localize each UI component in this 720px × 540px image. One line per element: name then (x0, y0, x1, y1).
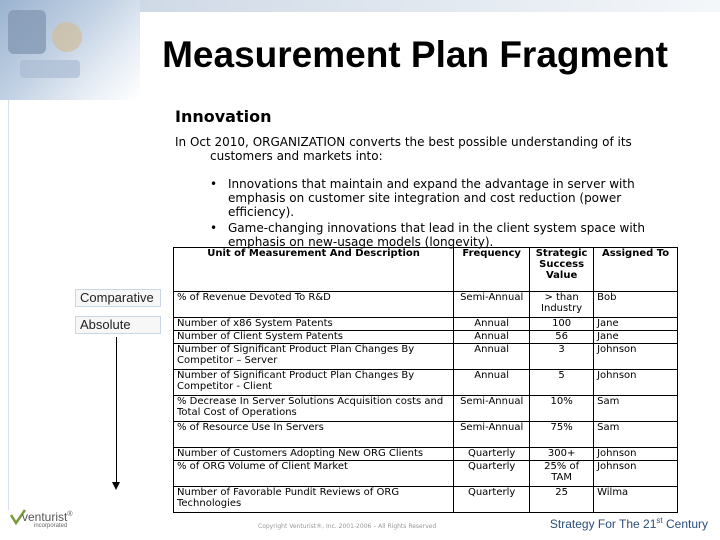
doc-intro (175, 135, 675, 163)
table-row: % of Resource Use In Servers Semi-Annual 75% Sam (174, 422, 678, 448)
corner-decoration-image (0, 0, 140, 100)
bullet-dot-icon: • (210, 221, 218, 235)
top-decoration-band (140, 0, 720, 12)
table-header-row (174, 248, 678, 292)
intro-line-1: In Oct 2010, ORGANIZATION converts the best possible understanding of its (175, 135, 632, 149)
document-excerpt (170, 101, 680, 511)
bullet-dot-icon: • (210, 177, 218, 191)
copyright-text: Copyright Venturist®, Inc. 2001-2006 – All Rights Reserved (258, 523, 437, 530)
slide-title: Measurement Plan Fragment (162, 34, 668, 75)
table-row: Number of Significant Product Plan Changes By Competitor – Server Annual 3 Johnson (174, 344, 678, 370)
comparative-label: Comparative (75, 289, 161, 307)
table-row: Number of Customers Adopting New ORG Clients Quarterly 300+ Johnson (174, 448, 678, 461)
intro-line-2: customers and markets into: (210, 149, 383, 163)
table-row: % of Revenue Devoted To R&D Semi-Annual > than Industry Bob (174, 292, 678, 318)
arrow-down-icon (112, 482, 120, 490)
measurement-table (173, 247, 678, 513)
scale-arrow-line (116, 337, 117, 487)
table-row: % of ORG Volume of Client Market Quarterly 25% of TAM Johnson (174, 461, 678, 487)
side-divider (8, 100, 9, 510)
table-row: Number of Favorable Pundit Reviews of ORG Technologies Quarterly 25 Wilma (174, 487, 678, 513)
footer-tagline: Strategy For The 21st Century (549, 516, 708, 531)
doc-heading: Innovation (175, 107, 272, 126)
bullet-item: • Game-changing innovations that lead in the client system space with emphasis on new-usage models (longevity). (210, 221, 645, 249)
header-assigned-to: Assigned To (594, 248, 678, 292)
absolute-label: Absolute (75, 316, 161, 334)
header-frequency: Frequency (454, 248, 530, 292)
header-success-value: Strategic Success Value (530, 248, 594, 292)
table-row: % Decrease In Server Solutions Acquisition costs and Total Cost of Operations Semi-Annual 10% Sam (174, 396, 678, 422)
bullet-list (210, 177, 675, 251)
table-row: Number of x86 System Patents Annual 100 Jane (174, 318, 678, 331)
table-row: Number of Significant Product Plan Changes By Competitor - Client Annual 5 Johnson (174, 370, 678, 396)
table-row: Number of Client System Patents Annual 56 Jane (174, 331, 678, 344)
header-unit: Unit of Measurement And Description (174, 248, 454, 292)
bullet-item: • Innovations that maintain and expand the advantage in server with emphasis on customer site integration and cost reduction (power efficiency). (210, 177, 635, 219)
